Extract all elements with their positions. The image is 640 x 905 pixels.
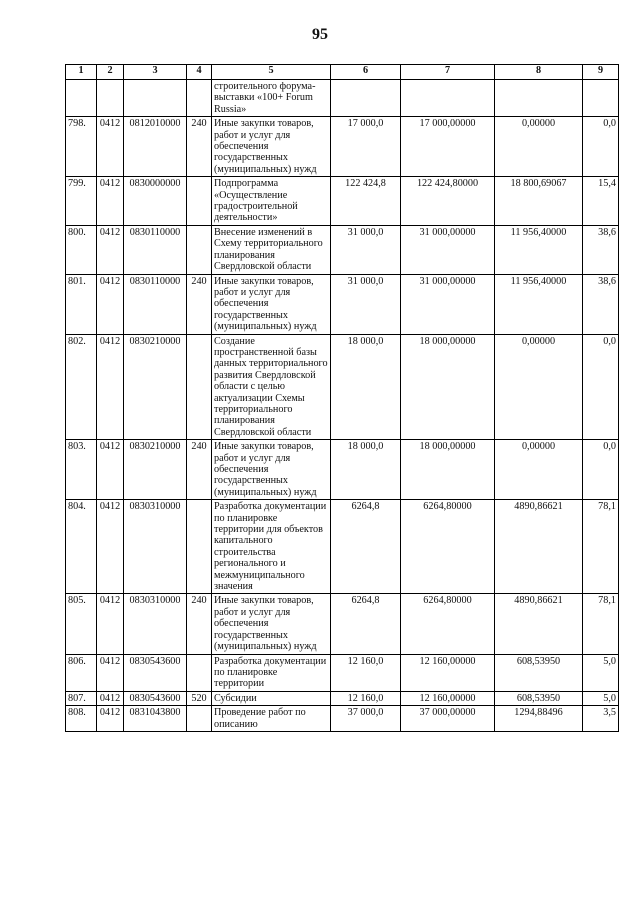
approved-amount: 31 000,0 (331, 274, 401, 334)
expense-type-code: 520 (187, 691, 212, 705)
refined-amount: 12 160,00000 (401, 654, 495, 691)
executed-amount: 608,53950 (495, 654, 583, 691)
row-number: 802. (66, 334, 97, 440)
section-code: 0412 (97, 117, 124, 177)
execution-percent (583, 80, 619, 117)
approved-amount (331, 80, 401, 117)
table-row (66, 706, 619, 732)
column-header: 6 (331, 65, 401, 80)
approved-amount: 18 000,0 (331, 334, 401, 440)
section-code: 0412 (97, 654, 124, 691)
approved-amount: 6264,8 (331, 594, 401, 654)
approved-amount: 12 160,0 (331, 691, 401, 705)
row-number: 798. (66, 117, 97, 177)
expense-type-code: 240 (187, 594, 212, 654)
execution-percent: 38,6 (583, 274, 619, 334)
execution-percent: 15,4 (583, 177, 619, 226)
executed-amount: 0,00000 (495, 117, 583, 177)
expense-type-code: 240 (187, 440, 212, 500)
target-article-code (124, 80, 187, 117)
expense-type-code (187, 654, 212, 691)
expense-type-code (187, 500, 212, 594)
table-row (66, 117, 619, 177)
item-name: Создание пространственной базы данных территориального развития Свердловской области с целью актуализации Схемы территориального планирования Свердловской области (212, 334, 331, 440)
executed-amount: 11 956,40000 (495, 274, 583, 334)
approved-amount: 37 000,0 (331, 706, 401, 732)
execution-percent: 3,5 (583, 706, 619, 732)
execution-percent: 5,0 (583, 691, 619, 705)
target-article-code: 0831043800 (124, 706, 187, 732)
item-name: строительного форума-выставки «100+ Forum Russia» (212, 80, 331, 117)
target-article-code: 0830210000 (124, 334, 187, 440)
row-number: 804. (66, 500, 97, 594)
item-name: Иные закупки товаров, работ и услуг для обеспечения государственных (муниципальных) нужд (212, 117, 331, 177)
expense-type-code: 240 (187, 274, 212, 334)
section-code: 0412 (97, 177, 124, 226)
execution-percent: 0,0 (583, 334, 619, 440)
table-row (66, 334, 619, 440)
expense-type-code (187, 177, 212, 226)
target-article-code: 0830310000 (124, 500, 187, 594)
approved-amount: 18 000,0 (331, 440, 401, 500)
item-name: Проведение работ по описанию (212, 706, 331, 732)
executed-amount: 4890,86621 (495, 500, 583, 594)
column-header: 7 (401, 65, 495, 80)
row-number: 801. (66, 274, 97, 334)
section-code: 0412 (97, 334, 124, 440)
refined-amount: 18 000,00000 (401, 440, 495, 500)
refined-amount: 31 000,00000 (401, 225, 495, 274)
item-name: Иные закупки товаров, работ и услуг для обеспечения государственных (муниципальных) нужд (212, 440, 331, 500)
approved-amount: 122 424,8 (331, 177, 401, 226)
section-code (97, 80, 124, 117)
table-row (66, 691, 619, 705)
executed-amount: 18 800,69067 (495, 177, 583, 226)
execution-percent: 78,1 (583, 500, 619, 594)
table-row (66, 594, 619, 654)
executed-amount: 0,00000 (495, 334, 583, 440)
table-row (66, 500, 619, 594)
expense-type-code (187, 225, 212, 274)
column-header: 9 (583, 65, 619, 80)
executed-amount (495, 80, 583, 117)
target-article-code: 0830110000 (124, 274, 187, 334)
table-body (66, 80, 619, 732)
item-name: Иные закупки товаров, работ и услуг для обеспечения государственных (муниципальных) нужд (212, 594, 331, 654)
refined-amount: 122 424,80000 (401, 177, 495, 226)
execution-percent: 0,0 (583, 440, 619, 500)
executed-amount: 1294,88496 (495, 706, 583, 732)
item-name: Субсидии (212, 691, 331, 705)
expense-type-code (187, 706, 212, 732)
column-header: 2 (97, 65, 124, 80)
table-row (66, 80, 619, 117)
table-row (66, 225, 619, 274)
target-article-code: 0830543600 (124, 654, 187, 691)
column-header: 5 (212, 65, 331, 80)
expense-type-code (187, 80, 212, 117)
table-row (66, 274, 619, 334)
column-header: 3 (124, 65, 187, 80)
execution-percent: 38,6 (583, 225, 619, 274)
section-code: 0412 (97, 691, 124, 705)
page-number: 95 (312, 26, 328, 43)
column-header: 4 (187, 65, 212, 80)
executed-amount: 608,53950 (495, 691, 583, 705)
target-article-code: 0830110000 (124, 225, 187, 274)
column-header: 1 (66, 65, 97, 80)
item-name: Разработка документации по планировке территории (212, 654, 331, 691)
refined-amount: 12 160,00000 (401, 691, 495, 705)
table-row (66, 654, 619, 691)
section-code: 0412 (97, 274, 124, 334)
target-article-code: 0812010000 (124, 117, 187, 177)
approved-amount: 6264,8 (331, 500, 401, 594)
section-code: 0412 (97, 440, 124, 500)
target-article-code: 0830210000 (124, 440, 187, 500)
item-name: Разработка документации по планировке территории для объектов капитального строительства регионального и межмуниципального значения (212, 500, 331, 594)
row-number: 808. (66, 706, 97, 732)
row-number: 800. (66, 225, 97, 274)
refined-amount: 6264,80000 (401, 500, 495, 594)
row-number: 806. (66, 654, 97, 691)
executed-amount: 4890,86621 (495, 594, 583, 654)
execution-percent: 78,1 (583, 594, 619, 654)
executed-amount: 11 956,40000 (495, 225, 583, 274)
header-row (66, 65, 619, 80)
target-article-code: 0830000000 (124, 177, 187, 226)
row-number: 807. (66, 691, 97, 705)
section-code: 0412 (97, 500, 124, 594)
budget-table (65, 64, 619, 732)
refined-amount: 31 000,00000 (401, 274, 495, 334)
executed-amount: 0,00000 (495, 440, 583, 500)
approved-amount: 12 160,0 (331, 654, 401, 691)
section-code: 0412 (97, 225, 124, 274)
item-name: Подпрограмма «Осуществление градостроительной деятельности» (212, 177, 331, 226)
refined-amount: 17 000,00000 (401, 117, 495, 177)
target-article-code: 0830543600 (124, 691, 187, 705)
row-number: 803. (66, 440, 97, 500)
refined-amount: 6264,80000 (401, 594, 495, 654)
section-code: 0412 (97, 706, 124, 732)
section-code: 0412 (97, 594, 124, 654)
execution-percent: 0,0 (583, 117, 619, 177)
expense-type-code (187, 334, 212, 440)
refined-amount: 37 000,00000 (401, 706, 495, 732)
refined-amount: 18 000,00000 (401, 334, 495, 440)
approved-amount: 17 000,0 (331, 117, 401, 177)
target-article-code: 0830310000 (124, 594, 187, 654)
item-name: Внесение изменений в Схему территориального планирования Свердловской области (212, 225, 331, 274)
row-number: 799. (66, 177, 97, 226)
approved-amount: 31 000,0 (331, 225, 401, 274)
refined-amount (401, 80, 495, 117)
item-name: Иные закупки товаров, работ и услуг для обеспечения государственных (муниципальных) нужд (212, 274, 331, 334)
execution-percent: 5,0 (583, 654, 619, 691)
column-header: 8 (495, 65, 583, 80)
table-row (66, 177, 619, 226)
table-row (66, 440, 619, 500)
expense-type-code: 240 (187, 117, 212, 177)
row-number (66, 80, 97, 117)
row-number: 805. (66, 594, 97, 654)
